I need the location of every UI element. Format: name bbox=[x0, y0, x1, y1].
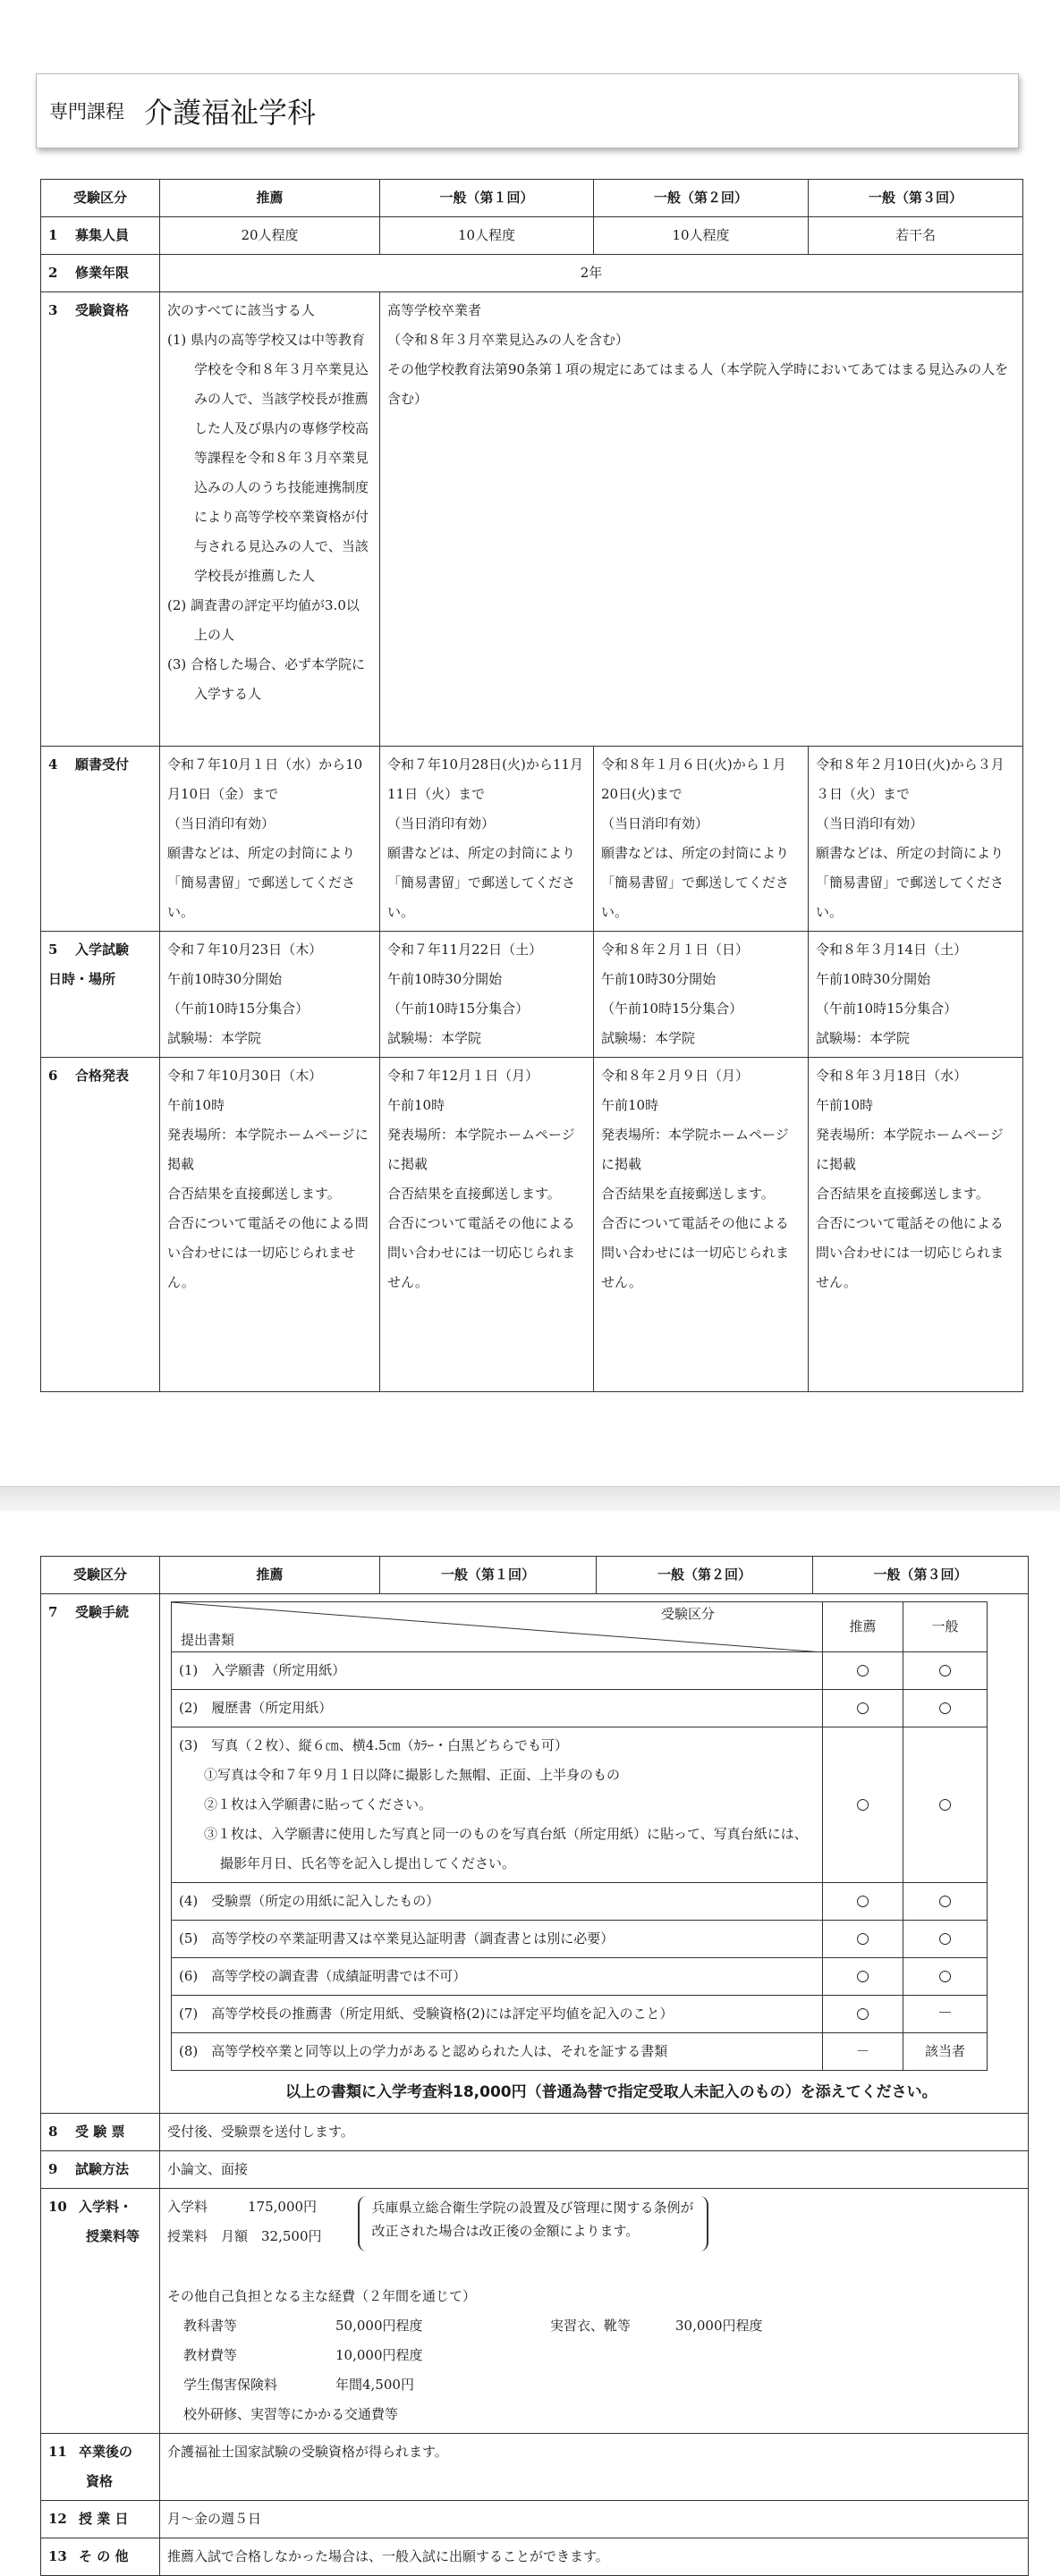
row-exam-method bbox=[41, 2151, 1029, 2189]
eligibility-line: (2) 調査書の評定平均値が3.0以上の人 bbox=[167, 597, 360, 643]
col-header-suisen: 推薦 bbox=[823, 1602, 903, 1652]
table-cell: 令和７年11月22日（土） 午前10時30分開始 （午前10時15分集合） 試験場：本学院 bbox=[380, 932, 594, 1058]
table-header-row bbox=[41, 1557, 1029, 1594]
table-cell: 10人程度 bbox=[594, 217, 809, 255]
diagonal-line bbox=[172, 1602, 823, 1652]
table-cell bbox=[380, 292, 1023, 747]
page-title: 介護福祉学科 bbox=[144, 96, 317, 130]
other-costs-title: その他自己負担となる主な経費（２年間を通じて） bbox=[167, 2288, 477, 2304]
fee-bracket-note: 兵庫県立総合衛生学院の設置及び管理に関する条例が 改正された場合は改正後の金額によります。 bbox=[358, 2196, 708, 2251]
table-cell: 令和８年２月１日（日） 午前10時30分開始 （午前10時15分集合） 試験場：本学院 bbox=[594, 932, 809, 1058]
col-header-ippan-1: 一般（第１回） bbox=[380, 180, 594, 217]
table-cell: 20人程度 bbox=[160, 217, 380, 255]
row-label: 5 入学試験 日時・場所 bbox=[41, 932, 160, 1058]
col-header-suisen: 推薦 bbox=[160, 1557, 380, 1594]
table-cell: 令和８年２月９日（月） 午前10時 発表場所：本学院ホームページに掲載 合否結果を直接郵送します。 合否について電話その他による問い合わせには一切応じられません。 bbox=[594, 1058, 809, 1392]
row-label: 12 授 業 日 bbox=[41, 2501, 160, 2538]
fee-line: 入学料 175,000円 bbox=[167, 2199, 318, 2215]
admission-table-1 bbox=[40, 179, 1023, 1392]
col-header-ippan-3: 一般（第３回） bbox=[813, 1557, 1029, 1594]
col-header-category: 受験区分 bbox=[41, 1557, 160, 1594]
row-label: 8 受 験 票 bbox=[41, 2114, 160, 2151]
row-label: 10 入学料・ 授業料等 bbox=[41, 2189, 160, 2434]
documents-header bbox=[172, 1602, 988, 1652]
col-header-ippan-1: 一般（第１回） bbox=[380, 1557, 597, 1594]
document-row: (4) 受験票（所定の用紙に記入したもの） ○ ○ bbox=[172, 1883, 988, 1921]
table-cell: 令和７年10月23日（木） 午前10時30分開始 （午前10時15分集合） 試験場：本学院 bbox=[160, 932, 380, 1058]
page-header bbox=[36, 73, 1019, 148]
table-cell: 小論文、面接 bbox=[160, 2151, 1029, 2189]
fee-line: 授業料 月額 32,500円 bbox=[167, 2228, 322, 2244]
eligibility-line: 次のすべてに該当する人 bbox=[167, 302, 315, 318]
row-label: 13 そ の 他 bbox=[41, 2538, 160, 2576]
col-header-ippan: 一般 bbox=[903, 1602, 988, 1652]
row-results bbox=[41, 1058, 1023, 1392]
document-row: (6) 高等学校の調査書（成績証明書では不可） ○ ○ bbox=[172, 1958, 988, 1996]
header-subtitle: 専門課程 bbox=[49, 101, 124, 122]
document-row: (7) 高等学校長の推薦書（所定用紙、受験資格(2)には評定平均値を記入のこと） ○ － bbox=[172, 1996, 988, 2033]
eligibility-line: （令和８年３月卒業見込みの人を含む） bbox=[387, 332, 630, 348]
table-cell: 2年 bbox=[160, 255, 1023, 292]
row-other bbox=[41, 2538, 1029, 2576]
document-row: (2) 履歴書（所定用紙） ○ ○ bbox=[172, 1690, 988, 1727]
table-cell bbox=[160, 292, 380, 747]
table-cell bbox=[160, 1594, 1029, 2114]
page-separator bbox=[0, 1486, 1060, 1512]
col-header-suisen: 推薦 bbox=[160, 180, 380, 217]
row-label: 11 卒業後の 資格 bbox=[41, 2434, 160, 2501]
table-cell: 若干名 bbox=[809, 217, 1023, 255]
col-header-ippan-2: 一般（第２回） bbox=[594, 180, 809, 217]
table-header-row bbox=[41, 180, 1023, 217]
row-label: 6 合格発表 bbox=[41, 1058, 160, 1392]
other-costs-list: 教科書等 50,000円程度 実習衣、靴等 30,000円程度 教材費等 10,000円程度 学生傷害保険料 年間4,500円 校外研修、実習等にかかる交通費等 bbox=[183, 2318, 763, 2422]
row-label: 7 受験手続 bbox=[41, 1594, 160, 2114]
row-recruitment bbox=[41, 217, 1023, 255]
document-row: (3) 写真（２枚）、縦６㎝、横4.5㎝（ｶﾗｰ・白黒どちらでも可） ①写真は令和７年９月１日以降に撮影した無帽、正面、上半身のもの ②１枚は入学願書に貼ってください。 ③１枚は、入学願書に使用した写真と同一のものを写真台紙（所定用紙）に貼って、写真台紙には、撮影年月日、氏名等を記入し提出してください。 ○ ○ bbox=[172, 1727, 988, 1883]
row-label: 4 願書受付 bbox=[41, 747, 160, 932]
page-2 bbox=[0, 1511, 1060, 2564]
eligibility-line: 高等学校卒業者 bbox=[387, 302, 482, 318]
row-exam-date bbox=[41, 932, 1023, 1058]
eligibility-line: (1) 県内の高等学校又は中等教育学校を令和８年３月卒業見込みの人で、当該学校長が推薦した人及び県内の専修学校高等課程を令和８年３月卒業見込みの人のうち技能連携制度により高等学校卒業資格が付与される見込みの人で、当該学校長が推薦した人 bbox=[167, 332, 369, 584]
tuition-block bbox=[167, 2192, 1021, 2251]
table-cell: 令和７年10月１日（水）から10月10日（金）まで （当日消印有効） 願書などは、所定の封筒により「簡易書留」で郵送してください。 bbox=[160, 747, 380, 932]
document-row: (1) 入学願書（所定用紙） ○ ○ bbox=[172, 1652, 988, 1690]
table-cell: 令和８年１月６日(火)から１月20日(火)まで （当日消印有効） 願書などは、所定の封筒により「簡易書留」で郵送してください。 bbox=[594, 747, 809, 932]
table-cell bbox=[160, 2189, 1029, 2434]
table-cell: 令和７年12月１日（月） 午前10時 発表場所：本学院ホームページに掲載 合否結果を直接郵送します。 合否について電話その他による問い合わせには一切応じられません。 bbox=[380, 1058, 594, 1392]
fee-note: 以上の書類に入学考査料18,000円（普通為替で指定受取人未記入のもの）を添えてください。 bbox=[285, 2083, 937, 2101]
row-application bbox=[41, 747, 1023, 932]
eligibility-line: その他学校教育法第90条第１項の規定にあてはまる人（本学院入学時においてあてはまる見込みの人を含む） bbox=[387, 361, 1009, 407]
admission-table-2 bbox=[40, 1556, 1029, 2576]
row-eligibility bbox=[41, 292, 1023, 747]
table-cell: 10人程度 bbox=[380, 217, 594, 255]
row-class-days bbox=[41, 2501, 1029, 2538]
col-header-ippan-2: 一般（第２回） bbox=[597, 1557, 813, 1594]
table-cell: 月～金の週５日 bbox=[160, 2501, 1029, 2538]
document-row: (8) 高等学校卒業と同等以上の学力があると認められた人は、それを証する書類 － 該当者 bbox=[172, 2033, 988, 2071]
row-duration bbox=[41, 255, 1023, 292]
row-procedures bbox=[41, 1594, 1029, 2114]
row-label: 1 募集人員 bbox=[41, 217, 160, 255]
row-label: 2 修業年限 bbox=[41, 255, 160, 292]
table-cell: 令和８年３月14日（土） 午前10時30分開始 （午前10時15分集合） 試験場：本学院 bbox=[809, 932, 1023, 1058]
eligibility-line: (3) 合格した場合、必ず本学院に入学する人 bbox=[167, 656, 366, 702]
row-fees bbox=[41, 2189, 1029, 2434]
diagonal-header: 受験区分 提出書類 bbox=[172, 1602, 823, 1652]
table-cell: 令和７年10月28日(火)から11月11日（火）まで （当日消印有効） 願書などは、所定の封筒により「簡易書留」で郵送してください。 bbox=[380, 747, 594, 932]
col-header-ippan-3: 一般（第３回） bbox=[809, 180, 1023, 217]
row-exam-ticket bbox=[41, 2114, 1029, 2151]
table-cell: 受付後、受験票を送付します。 bbox=[160, 2114, 1029, 2151]
table-cell: 介護福祉士国家試験の受験資格が得られます。 bbox=[160, 2434, 1029, 2501]
document-row: (5) 高等学校の卒業証明書又は卒業見込証明書（調査書とは別に必要） ○ ○ bbox=[172, 1921, 988, 1958]
table-cell: 推薦入試で合格しなかった場合は、一般入試に出願することができます。 bbox=[160, 2538, 1029, 2576]
row-label: 9 試験方法 bbox=[41, 2151, 160, 2189]
table-cell: 令和８年２月10日(火)から３月３日（火）まで （当日消印有効） 願書などは、所定の封筒により「簡易書留」で郵送してください。 bbox=[809, 747, 1023, 932]
table-cell: 令和８年３月18日（水） 午前10時 発表場所：本学院ホームページに掲載 合否結果を直接郵送します。 合否について電話その他による問い合わせには一切応じられません。 bbox=[809, 1058, 1023, 1392]
row-label: 3 受験資格 bbox=[41, 292, 160, 747]
documents-table bbox=[171, 1601, 988, 2071]
row-qualification bbox=[41, 2434, 1029, 2501]
col-header-category: 受験区分 bbox=[41, 180, 160, 217]
table-cell: 令和７年10月30日（木） 午前10時 発表場所：本学院ホームページに掲載 合否結果を直接郵送します。 合否について電話その他による問い合わせには一切応じられません。 bbox=[160, 1058, 380, 1392]
